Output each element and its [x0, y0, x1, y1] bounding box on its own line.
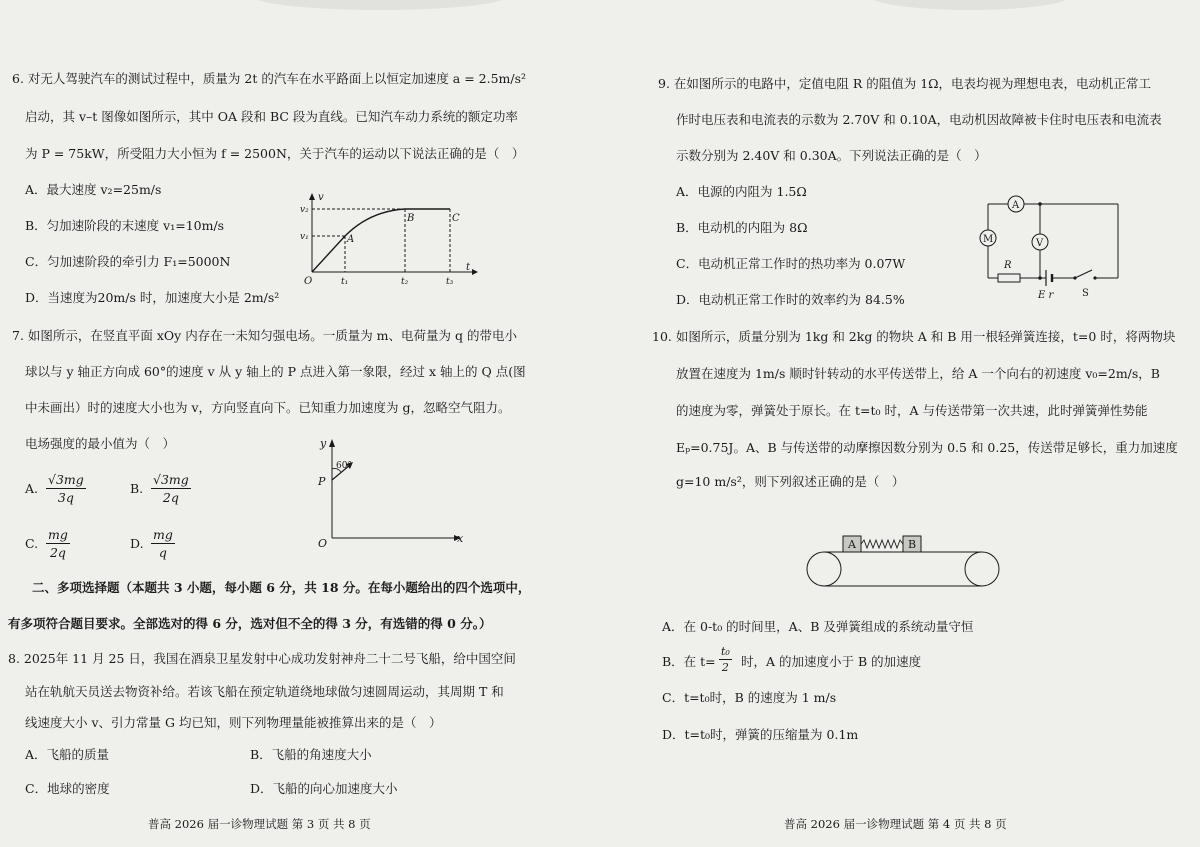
q9-line3: 示数分别为 2.40V 和 0.30A。下列说法正确的是（ ）	[676, 148, 987, 163]
q6-option-b: B．匀加速阶段的末速度 v₁=10m/s	[25, 218, 225, 233]
switch-label: S	[1082, 288, 1089, 299]
q8-line1: 8. 2025年 11 月 25 日，我国在酒泉卫星发射中心成功发射神舟二十二号飞船，给中国空间	[8, 651, 516, 666]
q7-point-p: P	[318, 475, 326, 488]
q7-a-denominator: 3q	[57, 490, 74, 505]
q7-d-numerator: mg	[153, 527, 173, 542]
q6-vt-graph	[290, 190, 490, 290]
q8-line2: 站在轨航天员送去物资补给。若该飞船在预定轨道绕地球做匀速圆周运动，其周期 T 和	[25, 684, 504, 699]
q8-line3: 线速度大小 v、引力常量 G 均已知，则下列物理量能被推算出来的是（ ）	[25, 715, 442, 730]
switch-icon	[1075, 270, 1092, 278]
q6-option-d: D．当速度为20m/s 时，加速度大小是 2m/s²	[25, 290, 280, 305]
q10-option-d: D．t=t₀时，弹簧的压缩量为 0.1m	[662, 727, 859, 742]
q6-line3: 为 P = 75kW，所受阻力大小恒为 f = 2500N，关于汽车的运动以下说法正确的是（ ）	[25, 146, 525, 161]
q7-d-denominator: q	[158, 545, 167, 560]
q10-option-b-prefix: B．在 t=	[662, 654, 716, 669]
graph-point-b: B	[407, 213, 415, 224]
left-page-footer: 普高 2026 届一诊物理试题 第 3 页 共 8 页	[148, 817, 371, 831]
graph-t-label: t	[466, 262, 471, 273]
q7-line3: 中未画出）时的速度大小也为 v，方向竖直向下。已知重力加速度为 g，忽略空气阻力。	[25, 400, 511, 415]
graph-v1-label: v₁	[300, 232, 309, 242]
q10-option-a: A．在 0-t₀ 的时间里，A、B 及弹簧组成的系统动量守恒	[662, 619, 974, 634]
q7-option-d-fraction	[151, 526, 175, 561]
q7-line2: 球以与 y 轴正方向成 60°的速度 v 从 y 轴上的 P 点进入第一象限，经过 x 轴上的 Q 点(图	[25, 364, 526, 379]
q10-line5: g=10 m/s²，则下列叙述正确的是（ ）	[676, 474, 905, 489]
q7-line4: 电场强度的最小值为（ ）	[25, 436, 176, 451]
voltmeter-label: V	[1036, 238, 1044, 249]
q7-option-a-fraction	[46, 471, 86, 506]
q7-b-numerator: √3mg	[153, 472, 189, 487]
q6-option-c: C．匀加速阶段的牵引力 F₁=5000N	[25, 254, 231, 269]
graph-v-label: v	[318, 192, 324, 203]
q10-line3: 的速度为零，弹簧处于原长。在 t=t₀ 时，A 与传送带第一次共速，此时弹簧弹性势能	[676, 403, 1148, 418]
q8-option-b: B．飞船的角速度大小	[250, 747, 372, 762]
q10-b-denominator: 2	[721, 661, 729, 674]
q9-line2: 作时电压表和电流表的示数为 2.70V 和 0.10A，电动机因故障被卡住时电压表和电流表	[676, 112, 1162, 127]
q10-option-c: C．t=t₀时，B 的速度为 1 m/s	[662, 690, 837, 705]
q7-y-axis-label: y	[320, 437, 327, 450]
graph-point-c: C	[452, 213, 460, 224]
q7-a-numerator: √3mg	[48, 472, 84, 487]
resistor-icon	[998, 274, 1020, 282]
q7-c-numerator: mg	[48, 527, 68, 542]
q10-line1: 10. 如图所示，质量分别为 1kg 和 2kg 的物块 A 和 B 用一根轻弹簧连接，t=0 时，将两物块	[652, 329, 1176, 344]
section2-heading-line2: 有多项符合题目要求。全部选对的得 6 分，选对但不全的得 3 分，有选错的得 0 分。）	[8, 616, 492, 631]
q10-line4: Eₚ=0.75J。A、B 与传送带的动摩擦因数分别为 0.5 和 0.25，传送带足够长，重力加速度	[676, 440, 1178, 455]
q7-angle-label: 60°	[336, 461, 352, 471]
conveyor-left-roller	[807, 552, 841, 586]
q10-option-b-suffix: 时，A 的加速度小于 B 的加速度	[741, 654, 922, 669]
q10-line2: 放置在速度为 1m/s 顺时针转动的水平传送带上，给 A 一个向右的初速度 v₀=2m/s，B	[676, 366, 1160, 381]
q6-option-a: A．最大速度 v₂=25m/s	[25, 182, 162, 197]
q7-xy-diagram	[310, 435, 470, 555]
q9-option-c: C．电动机正常工作时的热功率为 0.07W	[676, 256, 906, 271]
motor-label: M	[983, 234, 994, 245]
graph-point-a: A	[347, 234, 355, 245]
q8-option-d: D．飞船的向心加速度大小	[250, 781, 398, 796]
block-a-label: A	[848, 538, 856, 551]
q7-option-c-label: C.	[25, 536, 39, 551]
q7-option-b-label: B.	[130, 481, 144, 496]
right-page	[600, 0, 1200, 847]
section2-heading-line1: 二、多项选择题（本题共 3 小题，每小题 6 分，共 18 分。在每小题给出的四个选项中，	[32, 580, 531, 595]
graph-t3-label: t₃	[446, 277, 454, 287]
q8-option-c: C．地球的密度	[25, 781, 110, 796]
graph-v2-label: v₂	[300, 205, 309, 215]
q9-option-a: A．电源的内阻为 1.5Ω	[676, 184, 807, 199]
graph-origin-label: O	[304, 276, 313, 287]
q7-line1: 7. 如图所示，在竖直平面 xOy 内存在一未知匀强电场。一质量为 m、电荷量为 q 的带电小	[12, 328, 517, 343]
q7-origin-label: O	[318, 537, 328, 550]
q7-option-b-fraction	[151, 471, 191, 506]
q9-option-b: B．电动机的内阻为 8Ω	[676, 220, 808, 235]
source-label: E r	[1038, 290, 1054, 301]
q9-line1: 9. 在如图所示的电路中，定值电阻 R 的阻值为 1Ω，电表均视为理想电表，电动机正常工	[658, 76, 1152, 91]
q7-c-denominator: 2q	[49, 545, 66, 560]
q10-b-numerator: t₀	[721, 645, 730, 658]
right-page-footer: 普高 2026 届一诊物理试题 第 4 页 共 8 页	[784, 817, 1007, 831]
q8-option-a: A．飞船的质量	[25, 747, 110, 762]
q7-b-denominator: 2q	[162, 490, 179, 505]
resistor-label: R	[1004, 260, 1012, 271]
q10-option-b-fraction	[719, 644, 732, 675]
q10-conveyor-diagram	[803, 533, 1003, 593]
graph-t2-label: t₂	[401, 277, 409, 287]
q6-line1: 6. 对无人驾驶汽车的测试过程中，质量为 2t 的汽车在水平路面上以恒定加速度 a = 2.5m/s²	[12, 71, 527, 86]
graph-t1-label: t₁	[341, 277, 349, 287]
q9-option-d: D．电动机正常工作时的效率约为 84.5%	[676, 292, 905, 307]
conveyor-right-roller	[965, 552, 999, 586]
q7-x-axis-label: x	[457, 532, 464, 545]
q9-circuit-diagram	[972, 192, 1132, 302]
q7-option-c-fraction	[46, 526, 70, 561]
ammeter-label: A	[1012, 200, 1020, 211]
spring-icon	[861, 540, 903, 548]
q7-option-d-label: D.	[130, 536, 144, 551]
block-b-label: B	[908, 538, 917, 551]
q6-line2: 启动，其 v–t 图像如图所示，其中 OA 段和 BC 段为直线。已知汽车动力系统的额定功率	[25, 109, 518, 124]
q7-option-a-label: A.	[25, 481, 39, 496]
